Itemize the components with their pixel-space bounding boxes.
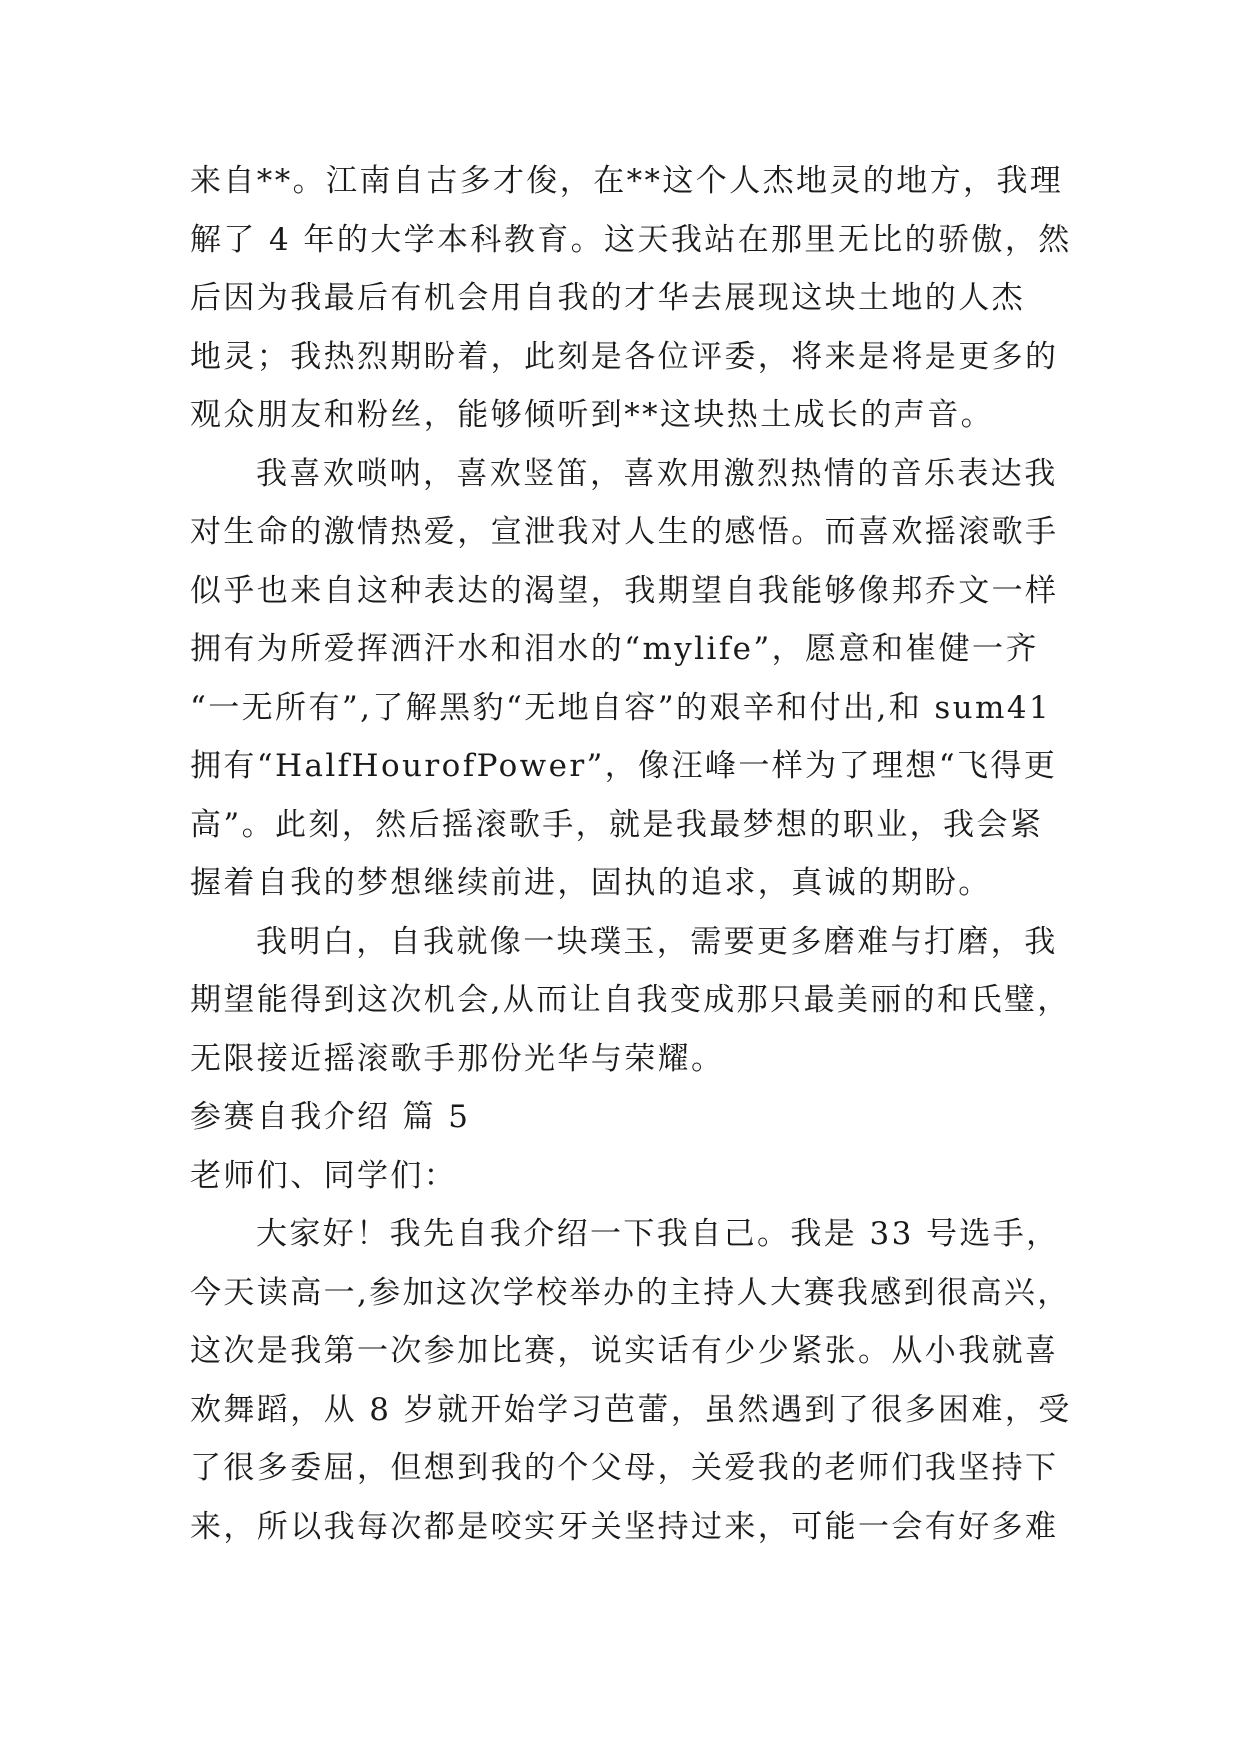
- paragraph-first-line: 我喜欢唢呐，喜欢竖笛，喜欢用激烈热情的音乐表达我: [256, 455, 1058, 492]
- text-line: 这次是我第一次参加比赛，说实话有少少紧张。从小我就喜: [190, 1333, 1059, 1369]
- section-heading: 参赛自我介绍 篇 5: [190, 1099, 471, 1135]
- text-line: 无限接近摇滚歌手那份光华与荣耀。: [190, 1040, 725, 1077]
- text-line: 期望能得到这次机会,从而让自我变成那只最美丽的和氏璧，: [190, 982, 1071, 1018]
- text-line: 地灵；我热烈期盼着，此刻是各位评委，将来是将是更多的: [190, 338, 1059, 375]
- text-line: 今天读高一,参加这次学校举办的主持人大赛我感到很高兴，: [190, 1274, 1071, 1311]
- document-body: [190, 152, 1072, 1556]
- text-line: 来自**。江南自古多才俊，在**这个人杰地灵的地方，我理: [190, 163, 1064, 199]
- paragraph-first-line: 我明白，自我就像一块璞玉，需要更多磨难与打磨，我: [256, 923, 1058, 960]
- text-line: 高”。此刻，然后摇滚歌手，就是我最梦想的职业，我会紧: [190, 806, 1044, 843]
- text-line: 欢舞蹈，从 8 岁就开始学习芭蕾，虽然遇到了很多困难，受: [190, 1391, 1072, 1428]
- text-line: 观众朋友和粉丝，能够倾听到**这块热土成长的声音。: [190, 397, 994, 433]
- text-line: 拥有为所爱挥洒汗水和泪水的“mylife”，愿意和崔健一齐: [190, 631, 1039, 667]
- text-line: “一无所有”,了解黑豹“无地自容”的艰辛和付出,和 sum41: [190, 689, 1052, 726]
- text-line: 后因为我最后有机会用自我的才华去展现这块土地的人杰: [190, 280, 1025, 316]
- text-line: 拥有“HalfHourofPower”，像汪峰一样为了理想“飞得更: [190, 748, 1058, 784]
- text-line: 握着自我的梦想继续前进，固执的追求，真诚的期盼。: [190, 865, 992, 901]
- salutation: 老师们、同学们：: [190, 1157, 458, 1194]
- paragraph-first-line: 大家好！我先自我介绍一下我自己。我是 33 号选手，: [256, 1216, 1060, 1252]
- text-line: 了很多委屈，但想到我的个父母，关爱我的老师们我坚持下: [190, 1450, 1059, 1486]
- text-line: 对生命的激情热爱，宣泄我对人生的感悟。而喜欢摇滚歌手: [190, 514, 1059, 550]
- text-line: 解了 4 年的大学本科教育。这天我站在那里无比的骄傲，然: [190, 221, 1072, 258]
- text-line: 似乎也来自这种表达的渴望，我期望自我能够像邦乔文一样: [190, 572, 1059, 609]
- text-line: 来，所以我每次都是咬实牙关坚持过来，可能一会有好多难: [190, 1508, 1059, 1545]
